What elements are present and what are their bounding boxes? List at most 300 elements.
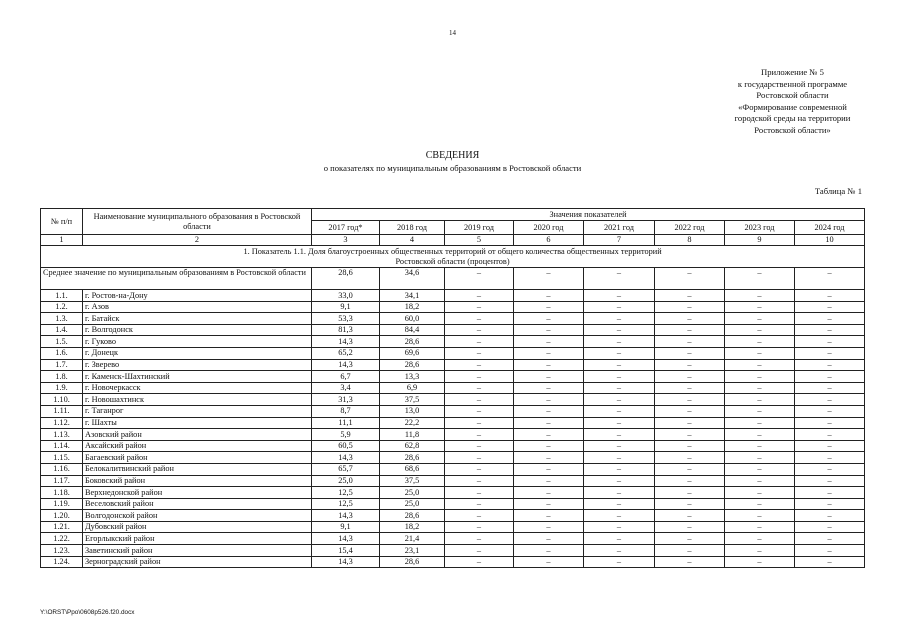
appendix-line: Ростовской области»	[754, 124, 831, 135]
value-dash: –	[445, 324, 514, 336]
table-row	[41, 313, 865, 325]
value-dash: –	[445, 405, 514, 417]
value-dash: –	[795, 556, 865, 568]
value-dash: –	[795, 313, 865, 325]
value-2017: 5,9	[312, 429, 380, 441]
header-year: 2017 год*	[312, 221, 380, 235]
value-dash: –	[725, 498, 795, 510]
value-dash: –	[445, 382, 514, 394]
value-dash: –	[725, 405, 795, 417]
value-2018: 22,2	[380, 417, 445, 429]
value-dash: –	[514, 359, 584, 371]
value-dash: –	[725, 487, 795, 499]
header-values-group: Значения показателей	[312, 209, 865, 221]
value-2018: 28,6	[380, 336, 445, 348]
row-number: 1.17.	[41, 475, 83, 487]
value-dash: –	[795, 487, 865, 499]
row-name: Егорлыкский район	[83, 533, 312, 545]
column-number: 7	[584, 235, 655, 246]
table-row	[41, 429, 865, 441]
value-2018: 13,0	[380, 405, 445, 417]
row-name: Дубовский район	[83, 521, 312, 533]
value-dash: –	[445, 359, 514, 371]
row-name: Верхнедонской район	[83, 487, 312, 499]
column-number: 3	[312, 235, 380, 246]
row-name: Белокалитвинский район	[83, 463, 312, 475]
value-2018: 28,6	[380, 359, 445, 371]
value-2018: 25,0	[380, 498, 445, 510]
appendix-line: к государственной программе	[737, 78, 848, 89]
value-2017: 8,7	[312, 405, 380, 417]
value-dash: –	[795, 394, 865, 406]
table-row	[41, 533, 865, 545]
row-name: г. Волгодонск	[83, 324, 312, 336]
value-dash: –	[445, 521, 514, 533]
value-2017: 12,5	[312, 498, 380, 510]
value-dash: –	[725, 347, 795, 359]
column-number: 2	[83, 235, 312, 246]
value-dash: –	[795, 371, 865, 383]
appendix-line: «Формирование современной	[738, 101, 847, 112]
value-dash: –	[445, 556, 514, 568]
value-2018: 60,0	[380, 313, 445, 325]
value-dash: –	[795, 301, 865, 313]
value-2017: 14,3	[312, 359, 380, 371]
value-2017: 14,3	[312, 336, 380, 348]
value-dash: –	[514, 533, 584, 545]
value-dash: –	[725, 556, 795, 568]
table-row	[41, 498, 865, 510]
row-name: г. Зверево	[83, 359, 312, 371]
table-row	[41, 394, 865, 406]
value-dash: –	[514, 521, 584, 533]
row-name: Аксайский район	[83, 440, 312, 452]
table-row	[41, 324, 865, 336]
value-2017: 11,1	[312, 417, 380, 429]
value-2017: 12,5	[312, 487, 380, 499]
value-dash: –	[725, 533, 795, 545]
value-dash: –	[514, 429, 584, 441]
value-2017: 53,3	[312, 313, 380, 325]
value-dash: –	[655, 452, 725, 464]
page-number: 14	[449, 29, 456, 37]
header-num: № п/п	[41, 209, 83, 235]
value-2018: 34,1	[380, 290, 445, 302]
row-number: 1.14.	[41, 440, 83, 452]
value-dash: –	[514, 301, 584, 313]
row-number: 1.9.	[41, 382, 83, 394]
value-dash: –	[725, 452, 795, 464]
row-number: 1.5.	[41, 336, 83, 348]
value-dash: –	[584, 463, 655, 475]
row-number: 1.22.	[41, 533, 83, 545]
value-dash: –	[584, 417, 655, 429]
table-row	[41, 290, 865, 302]
column-number: 10	[795, 235, 865, 246]
row-name: г. Азов	[83, 301, 312, 313]
row-number: 1.24.	[41, 556, 83, 568]
average-dash: –	[584, 268, 655, 290]
row-name: Азовский район	[83, 429, 312, 441]
average-row-name: Среднее значение по муниципальным образованиям в Ростовской области	[41, 268, 312, 290]
row-number: 1.13.	[41, 429, 83, 441]
value-dash: –	[514, 313, 584, 325]
value-2018: 28,6	[380, 452, 445, 464]
value-dash: –	[795, 475, 865, 487]
value-dash: –	[514, 324, 584, 336]
table-row	[41, 359, 865, 371]
value-dash: –	[445, 452, 514, 464]
header-year: 2023 год	[725, 221, 795, 235]
value-2018: 37,5	[380, 394, 445, 406]
row-number: 1.4.	[41, 324, 83, 336]
row-name: Заветинский район	[83, 545, 312, 557]
value-dash: –	[725, 521, 795, 533]
value-dash: –	[445, 336, 514, 348]
value-2018: 69,6	[380, 347, 445, 359]
row-name: г. Донецк	[83, 347, 312, 359]
row-number: 1.23.	[41, 545, 83, 557]
value-dash: –	[795, 417, 865, 429]
value-dash: –	[584, 545, 655, 557]
row-name: Зерноградский район	[83, 556, 312, 568]
value-dash: –	[584, 371, 655, 383]
value-dash: –	[584, 359, 655, 371]
value-dash: –	[445, 487, 514, 499]
indicators-table	[40, 208, 865, 568]
value-2017: 31,3	[312, 394, 380, 406]
value-dash: –	[725, 429, 795, 441]
value-2017: 60,5	[312, 440, 380, 452]
value-dash: –	[795, 545, 865, 557]
value-dash: –	[725, 324, 795, 336]
value-dash: –	[795, 290, 865, 302]
header-year: 2018 год	[380, 221, 445, 235]
value-dash: –	[445, 394, 514, 406]
table-row	[41, 301, 865, 313]
value-dash: –	[445, 313, 514, 325]
value-dash: –	[514, 347, 584, 359]
value-dash: –	[655, 463, 725, 475]
value-dash: –	[584, 382, 655, 394]
value-dash: –	[514, 545, 584, 557]
value-2017: 14,3	[312, 533, 380, 545]
value-dash: –	[655, 371, 725, 383]
row-number: 1.18.	[41, 487, 83, 499]
value-dash: –	[514, 405, 584, 417]
value-dash: –	[445, 545, 514, 557]
table-row	[41, 336, 865, 348]
row-name: Багаевский район	[83, 452, 312, 464]
value-2018: 13,3	[380, 371, 445, 383]
value-dash: –	[514, 556, 584, 568]
row-name: Волгодонской район	[83, 510, 312, 522]
value-dash: –	[445, 533, 514, 545]
value-dash: –	[655, 324, 725, 336]
value-2017: 3,4	[312, 382, 380, 394]
column-number: 4	[380, 235, 445, 246]
value-dash: –	[725, 394, 795, 406]
value-dash: –	[795, 324, 865, 336]
value-2017: 81,3	[312, 324, 380, 336]
row-name: г. Новочеркасск	[83, 382, 312, 394]
value-2017: 25,0	[312, 475, 380, 487]
value-dash: –	[514, 498, 584, 510]
value-dash: –	[795, 463, 865, 475]
appendix-line: Приложение № 5	[761, 67, 824, 77]
value-dash: –	[584, 313, 655, 325]
value-dash: –	[655, 498, 725, 510]
row-name: г. Таганрог	[83, 405, 312, 417]
header-name: Наименование муниципального образования в Ростовской области	[83, 209, 312, 235]
value-dash: –	[655, 394, 725, 406]
value-dash: –	[584, 475, 655, 487]
table-row	[41, 382, 865, 394]
header-year: 2022 год	[655, 221, 725, 235]
appendix-line: Ростовской области	[756, 90, 829, 101]
value-dash: –	[514, 510, 584, 522]
value-dash: –	[725, 417, 795, 429]
value-2018: 62,8	[380, 440, 445, 452]
row-name: Боковский район	[83, 475, 312, 487]
appendix-block	[690, 67, 895, 137]
table-row	[41, 475, 865, 487]
header-year: 2019 год	[445, 221, 514, 235]
column-number: 6	[514, 235, 584, 246]
row-number: 1.6.	[41, 347, 83, 359]
value-dash: –	[795, 440, 865, 452]
value-2017: 14,3	[312, 556, 380, 568]
row-number: 1.10.	[41, 394, 83, 406]
row-name: Веселовский район	[83, 498, 312, 510]
table-row	[41, 417, 865, 429]
value-dash: –	[725, 371, 795, 383]
value-dash: –	[655, 417, 725, 429]
value-dash: –	[655, 487, 725, 499]
table-row	[41, 556, 865, 568]
row-number: 1.3.	[41, 313, 83, 325]
row-number: 1.16.	[41, 463, 83, 475]
value-dash: –	[584, 521, 655, 533]
value-dash: –	[584, 440, 655, 452]
value-dash: –	[445, 301, 514, 313]
table-row	[41, 440, 865, 452]
average-dash: –	[655, 268, 725, 290]
row-name: г. Новошахтинск	[83, 394, 312, 406]
row-number: 1.7.	[41, 359, 83, 371]
value-dash: –	[584, 533, 655, 545]
value-dash: –	[514, 336, 584, 348]
file-path-footer: Y:\ORST\Ppo\0608p526.f20.docx	[40, 609, 135, 616]
row-name: г. Ростов-на-Дону	[83, 290, 312, 302]
table-row	[41, 510, 865, 522]
value-dash: –	[445, 347, 514, 359]
value-dash: –	[655, 359, 725, 371]
row-name: г. Каменск-Шахтинский	[83, 371, 312, 383]
value-dash: –	[584, 405, 655, 417]
value-dash: –	[725, 463, 795, 475]
section-title: 1. Показатель 1.1. Доля благоустроенных общественных территорий от общего количества общественных территорий Ростовской области (процентов)	[41, 246, 865, 268]
table-label: Таблица № 1	[814, 186, 862, 196]
header-year: 2021 год	[584, 221, 655, 235]
value-dash: –	[655, 510, 725, 522]
value-dash: –	[725, 336, 795, 348]
value-dash: –	[514, 417, 584, 429]
value-dash: –	[584, 324, 655, 336]
value-dash: –	[514, 371, 584, 383]
value-dash: –	[655, 545, 725, 557]
value-dash: –	[655, 475, 725, 487]
table-row	[41, 347, 865, 359]
value-dash: –	[795, 452, 865, 464]
value-dash: –	[655, 382, 725, 394]
value-dash: –	[655, 347, 725, 359]
value-dash: –	[584, 429, 655, 441]
column-number: 9	[725, 235, 795, 246]
value-dash: –	[445, 463, 514, 475]
row-name: г. Гуково	[83, 336, 312, 348]
value-dash: –	[514, 463, 584, 475]
value-dash: –	[445, 440, 514, 452]
value-2018: 11,8	[380, 429, 445, 441]
table-row	[41, 521, 865, 533]
row-number: 1.12.	[41, 417, 83, 429]
value-dash: –	[584, 556, 655, 568]
value-2017: 33,0	[312, 290, 380, 302]
value-dash: –	[514, 290, 584, 302]
value-dash: –	[725, 290, 795, 302]
value-dash: –	[655, 556, 725, 568]
value-dash: –	[725, 510, 795, 522]
column-number: 5	[445, 235, 514, 246]
value-dash: –	[795, 382, 865, 394]
average-dash: –	[514, 268, 584, 290]
value-dash: –	[514, 487, 584, 499]
row-number: 1.15.	[41, 452, 83, 464]
row-number: 1.8.	[41, 371, 83, 383]
value-dash: –	[584, 290, 655, 302]
value-dash: –	[795, 336, 865, 348]
average-2017: 28,6	[312, 268, 380, 290]
value-dash: –	[584, 487, 655, 499]
row-name: г. Батайск	[83, 313, 312, 325]
value-2017: 14,3	[312, 510, 380, 522]
column-number: 8	[655, 235, 725, 246]
value-2018: 18,2	[380, 301, 445, 313]
row-number: 1.11.	[41, 405, 83, 417]
average-dash: –	[445, 268, 514, 290]
value-2018: 84,4	[380, 324, 445, 336]
value-dash: –	[655, 521, 725, 533]
value-dash: –	[445, 510, 514, 522]
value-dash: –	[445, 290, 514, 302]
row-number: 1.20.	[41, 510, 83, 522]
value-dash: –	[795, 498, 865, 510]
value-dash: –	[584, 510, 655, 522]
value-dash: –	[445, 417, 514, 429]
value-dash: –	[725, 313, 795, 325]
value-dash: –	[795, 521, 865, 533]
value-dash: –	[725, 301, 795, 313]
value-dash: –	[795, 533, 865, 545]
value-2017: 65,7	[312, 463, 380, 475]
value-dash: –	[725, 359, 795, 371]
document-title: СВЕДЕНИЯ	[425, 150, 480, 161]
value-dash: –	[655, 301, 725, 313]
row-number: 1.19.	[41, 498, 83, 510]
table-row	[41, 405, 865, 417]
value-2018: 25,0	[380, 487, 445, 499]
header-year: 2020 год	[514, 221, 584, 235]
value-dash: –	[655, 440, 725, 452]
value-dash: –	[725, 382, 795, 394]
value-dash: –	[445, 498, 514, 510]
value-2018: 18,2	[380, 521, 445, 533]
value-2018: 68,6	[380, 463, 445, 475]
value-dash: –	[514, 382, 584, 394]
value-dash: –	[725, 475, 795, 487]
value-dash: –	[445, 429, 514, 441]
header-year: 2024 год	[795, 221, 865, 235]
value-dash: –	[514, 475, 584, 487]
value-dash: –	[445, 475, 514, 487]
value-dash: –	[584, 336, 655, 348]
value-dash: –	[584, 347, 655, 359]
value-dash: –	[445, 371, 514, 383]
value-dash: –	[795, 429, 865, 441]
row-number: 1.2.	[41, 301, 83, 313]
row-number: 1.1.	[41, 290, 83, 302]
value-dash: –	[655, 429, 725, 441]
document-subtitle: о показателях по муниципальным образованиям в Ростовской области	[323, 163, 582, 173]
table-row	[41, 487, 865, 499]
value-2018: 28,6	[380, 510, 445, 522]
row-number: 1.21.	[41, 521, 83, 533]
value-dash: –	[795, 347, 865, 359]
average-dash: –	[795, 268, 865, 290]
value-2018: 28,6	[380, 556, 445, 568]
appendix-line: городской среды на территории	[734, 113, 851, 124]
value-dash: –	[514, 452, 584, 464]
value-2017: 9,1	[312, 301, 380, 313]
value-dash: –	[584, 301, 655, 313]
row-name: г. Шахты	[83, 417, 312, 429]
value-2018: 21,4	[380, 533, 445, 545]
value-dash: –	[795, 405, 865, 417]
value-2017: 6,7	[312, 371, 380, 383]
value-2017: 14,3	[312, 452, 380, 464]
value-dash: –	[795, 510, 865, 522]
value-dash: –	[655, 533, 725, 545]
value-2017: 9,1	[312, 521, 380, 533]
table-row	[41, 452, 865, 464]
value-dash: –	[725, 545, 795, 557]
value-2018: 6,9	[380, 382, 445, 394]
value-dash: –	[655, 313, 725, 325]
value-dash: –	[725, 440, 795, 452]
average-2018: 34,6	[380, 268, 445, 290]
value-dash: –	[514, 440, 584, 452]
value-dash: –	[655, 336, 725, 348]
value-2018: 23,1	[380, 545, 445, 557]
average-dash: –	[725, 268, 795, 290]
value-dash: –	[514, 394, 584, 406]
value-2017: 65,2	[312, 347, 380, 359]
value-2017: 15,4	[312, 545, 380, 557]
value-dash: –	[655, 290, 725, 302]
column-number: 1	[41, 235, 83, 246]
value-dash: –	[584, 498, 655, 510]
